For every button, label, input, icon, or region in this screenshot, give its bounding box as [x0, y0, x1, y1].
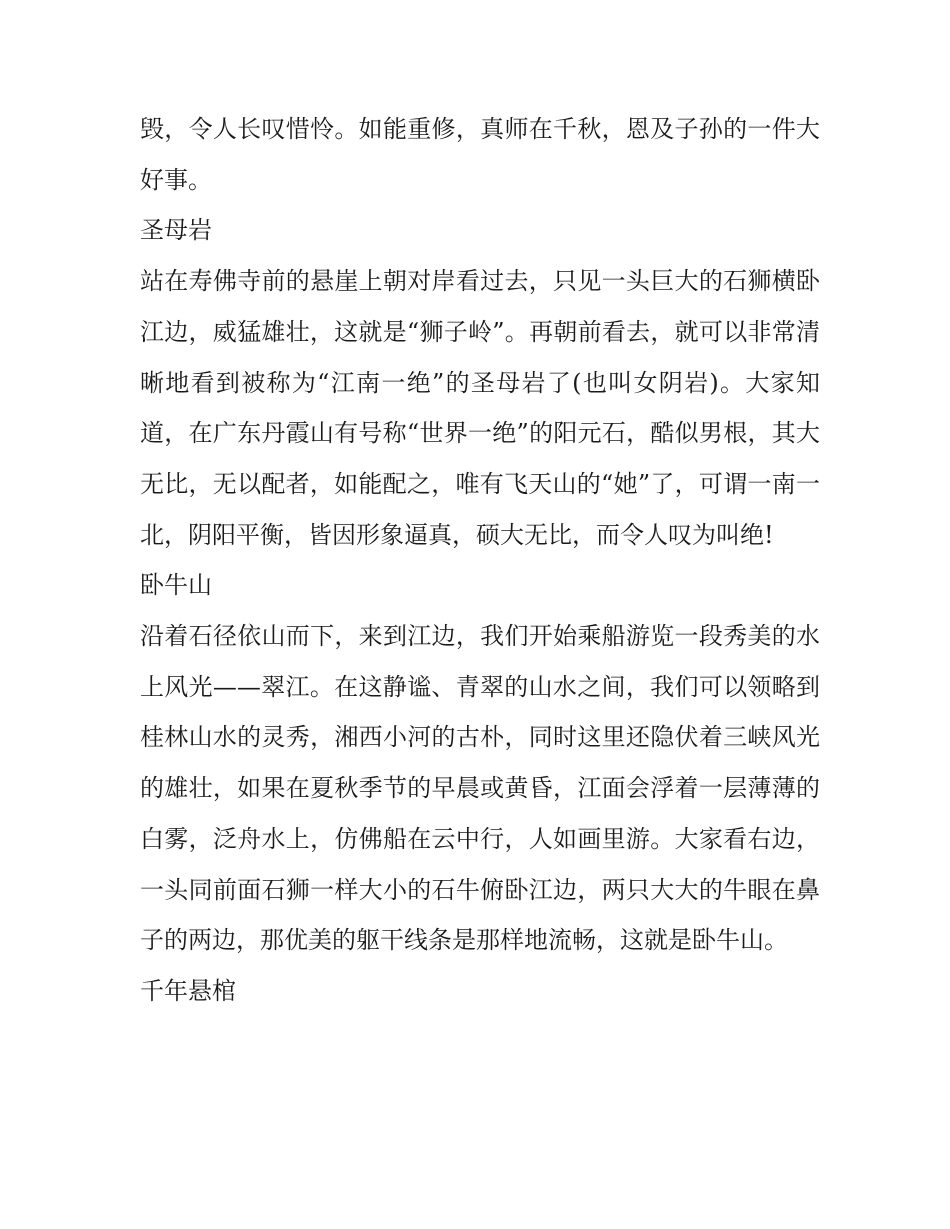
heading-hanging-coffins: 千年悬棺: [140, 976, 236, 1005]
document-body: [140, 104, 820, 1017]
heading-woniu-mountain: 卧牛山: [140, 571, 212, 600]
heading-shengmu-rock: 圣母岩: [140, 216, 212, 245]
paragraph-woniu-mountain: 沿着石径依山而下，来到江边，我们开始乘船游览一段秀美的水上风光——翠江。在这静谧、青翠的山水之间，我们可以领略到桂林山水的灵秀，湘西小河的古朴，同时这里还隐伏着三峡风光的雄壮，如果在夏秋季节的早晨或黄昏，江面会浮着一层薄薄的白雾，泛舟水上，仿佛船在云中行，人如画里游。大家看右边，一头同前面石狮一样大小的石牛俯卧江边，两只大大的牛眼在鼻子的两边，那优美的躯干线条是那样地流畅，这就是卧牛山。: [140, 622, 820, 955]
paragraph-shengmu-rock: 站在寿佛寺前的悬崖上朝对岸看过去，只见一头巨大的石狮横卧江边，威猛雄壮，这就是“狮子岭”。再朝前看去，就可以非常清晰地看到被称为“江南一绝”的圣母岩了(也叫女阴岩)。大家知道，在广东丹霞山有号称“世界一绝”的阳元石，酷似男根，其大无比，无以配者，如能配之，唯有飞天山的“她”了，可谓一南一北，阴阳平衡，皆因形象逼真，硕大无比，而令人叹为叫绝!: [140, 267, 820, 549]
paragraph-temple-restoration: 毁，令人长叹惜怜。如能重修，真师在千秋，恩及子孙的一件大好事。: [140, 115, 820, 194]
